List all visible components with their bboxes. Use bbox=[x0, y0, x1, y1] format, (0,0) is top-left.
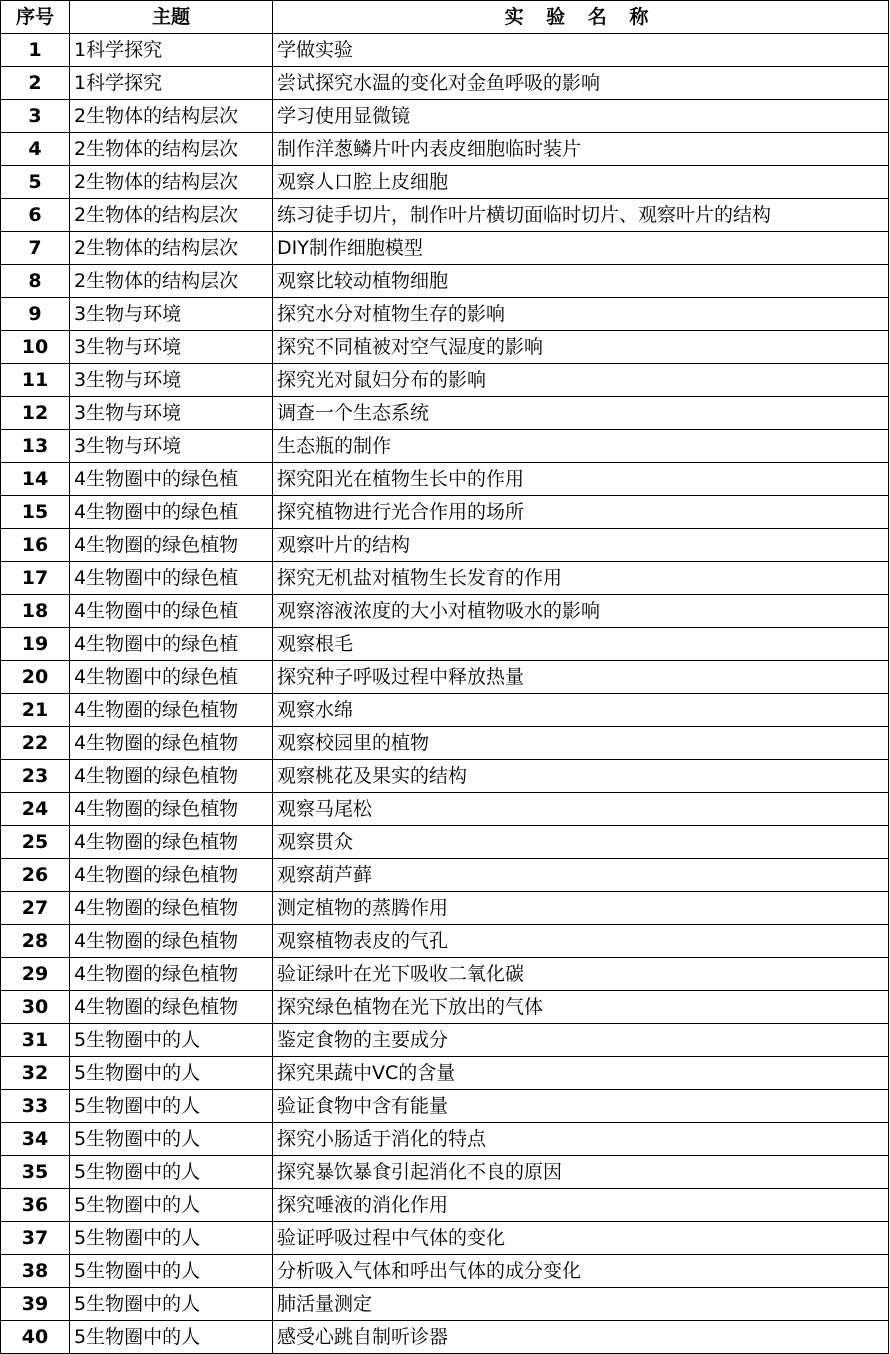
cell-name: 制作洋葱鳞片叶内表皮细胞临时装片 bbox=[273, 133, 889, 166]
cell-topic: 3生物与环境 bbox=[70, 397, 273, 430]
cell-name: 生态瓶的制作 bbox=[273, 430, 889, 463]
cell-name: 探究小肠适于消化的特点 bbox=[273, 1123, 889, 1156]
cell-no: 36 bbox=[1, 1189, 70, 1222]
cell-no: 33 bbox=[1, 1090, 70, 1123]
cell-no: 21 bbox=[1, 694, 70, 727]
cell-topic: 3生物与环境 bbox=[70, 298, 273, 331]
cell-name: 验证呼吸过程中气体的变化 bbox=[273, 1222, 889, 1255]
cell-topic: 5生物圈中的人 bbox=[70, 1057, 273, 1090]
cell-no: 40 bbox=[1, 1321, 70, 1354]
cell-name: 探究无机盐对植物生长发育的作用 bbox=[273, 562, 889, 595]
cell-topic: 2生物体的结构层次 bbox=[70, 265, 273, 298]
cell-topic: 4生物圈中的绿色植 bbox=[70, 628, 273, 661]
cell-topic: 4生物圈的绿色植物 bbox=[70, 760, 273, 793]
cell-no: 17 bbox=[1, 562, 70, 595]
cell-no: 23 bbox=[1, 760, 70, 793]
table-row bbox=[1, 1156, 889, 1189]
cell-topic: 5生物圈中的人 bbox=[70, 1288, 273, 1321]
table-row bbox=[1, 1189, 889, 1222]
cell-name: 观察水绵 bbox=[273, 694, 889, 727]
cell-topic: 4生物圈的绿色植物 bbox=[70, 991, 273, 1024]
cell-topic: 5生物圈中的人 bbox=[70, 1090, 273, 1123]
cell-no: 2 bbox=[1, 67, 70, 100]
cell-topic: 5生物圈中的人 bbox=[70, 1123, 273, 1156]
cell-name: 探究果蔬中VC的含量 bbox=[273, 1057, 889, 1090]
cell-topic: 4生物圈中的绿色植 bbox=[70, 661, 273, 694]
header-name: 实 验 名 称 bbox=[273, 1, 889, 34]
cell-topic: 5生物圈中的人 bbox=[70, 1222, 273, 1255]
cell-no: 19 bbox=[1, 628, 70, 661]
cell-no: 7 bbox=[1, 232, 70, 265]
cell-name: 学习使用显微镜 bbox=[273, 100, 889, 133]
table-row bbox=[1, 430, 889, 463]
table-row bbox=[1, 265, 889, 298]
cell-no: 9 bbox=[1, 298, 70, 331]
cell-name: 验证食物中含有能量 bbox=[273, 1090, 889, 1123]
cell-no: 1 bbox=[1, 34, 70, 67]
cell-no: 24 bbox=[1, 793, 70, 826]
cell-no: 13 bbox=[1, 430, 70, 463]
cell-topic: 1科学探究 bbox=[70, 34, 273, 67]
table-row bbox=[1, 859, 889, 892]
cell-topic: 4生物圈的绿色植物 bbox=[70, 529, 273, 562]
cell-no: 8 bbox=[1, 265, 70, 298]
cell-name: 探究绿色植物在光下放出的气体 bbox=[273, 991, 889, 1024]
cell-name: 肺活量测定 bbox=[273, 1288, 889, 1321]
cell-name: 观察人口腔上皮细胞 bbox=[273, 166, 889, 199]
table-row bbox=[1, 331, 889, 364]
header-row bbox=[1, 1, 889, 34]
table-row bbox=[1, 628, 889, 661]
table-row bbox=[1, 760, 889, 793]
cell-no: 27 bbox=[1, 892, 70, 925]
cell-no: 22 bbox=[1, 727, 70, 760]
cell-no: 12 bbox=[1, 397, 70, 430]
table-row bbox=[1, 496, 889, 529]
cell-no: 28 bbox=[1, 925, 70, 958]
cell-no: 35 bbox=[1, 1156, 70, 1189]
cell-topic: 3生物与环境 bbox=[70, 331, 273, 364]
cell-topic: 4生物圈中的绿色植 bbox=[70, 463, 273, 496]
cell-name: 观察葫芦藓 bbox=[273, 859, 889, 892]
table-row bbox=[1, 100, 889, 133]
cell-name: 观察叶片的结构 bbox=[273, 529, 889, 562]
table-row bbox=[1, 1024, 889, 1057]
cell-name: 调查一个生态系统 bbox=[273, 397, 889, 430]
cell-topic: 4生物圈的绿色植物 bbox=[70, 694, 273, 727]
cell-name: 探究不同植被对空气湿度的影响 bbox=[273, 331, 889, 364]
cell-no: 6 bbox=[1, 199, 70, 232]
header-topic: 主题 bbox=[70, 1, 273, 34]
table-row bbox=[1, 661, 889, 694]
table-row bbox=[1, 364, 889, 397]
cell-name: 探究种子呼吸过程中释放热量 bbox=[273, 661, 889, 694]
table-row bbox=[1, 166, 889, 199]
cell-topic: 3生物与环境 bbox=[70, 430, 273, 463]
cell-topic: 2生物体的结构层次 bbox=[70, 166, 273, 199]
table-row bbox=[1, 1090, 889, 1123]
table-row bbox=[1, 595, 889, 628]
cell-name: 观察桃花及果实的结构 bbox=[273, 760, 889, 793]
cell-no: 4 bbox=[1, 133, 70, 166]
table-row bbox=[1, 298, 889, 331]
cell-name: 探究阳光在植物生长中的作用 bbox=[273, 463, 889, 496]
table-row bbox=[1, 199, 889, 232]
table-row bbox=[1, 133, 889, 166]
cell-name: 验证绿叶在光下吸收二氧化碳 bbox=[273, 958, 889, 991]
cell-no: 14 bbox=[1, 463, 70, 496]
cell-topic: 4生物圈的绿色植物 bbox=[70, 925, 273, 958]
table-row bbox=[1, 1321, 889, 1354]
table-row bbox=[1, 826, 889, 859]
table-row bbox=[1, 1057, 889, 1090]
cell-name: 尝试探究水温的变化对金鱼呼吸的影响 bbox=[273, 67, 889, 100]
cell-topic: 5生物圈中的人 bbox=[70, 1189, 273, 1222]
table-row bbox=[1, 397, 889, 430]
cell-topic: 2生物体的结构层次 bbox=[70, 100, 273, 133]
cell-name: 学做实验 bbox=[273, 34, 889, 67]
cell-name: 观察溶液浓度的大小对植物吸水的影响 bbox=[273, 595, 889, 628]
cell-no: 25 bbox=[1, 826, 70, 859]
table-row bbox=[1, 562, 889, 595]
cell-no: 30 bbox=[1, 991, 70, 1024]
table-row bbox=[1, 463, 889, 496]
cell-topic: 2生物体的结构层次 bbox=[70, 133, 273, 166]
cell-topic: 5生物圈中的人 bbox=[70, 1024, 273, 1057]
table-row bbox=[1, 1288, 889, 1321]
cell-no: 37 bbox=[1, 1222, 70, 1255]
table-row bbox=[1, 793, 889, 826]
table-row bbox=[1, 1255, 889, 1288]
cell-no: 20 bbox=[1, 661, 70, 694]
cell-name: 观察根毛 bbox=[273, 628, 889, 661]
cell-no: 29 bbox=[1, 958, 70, 991]
table-row bbox=[1, 991, 889, 1024]
cell-name: 探究暴饮暴食引起消化不良的原因 bbox=[273, 1156, 889, 1189]
cell-name: DIY制作细胞模型 bbox=[273, 232, 889, 265]
cell-name: 观察植物表皮的气孔 bbox=[273, 925, 889, 958]
cell-topic: 3生物与环境 bbox=[70, 364, 273, 397]
table-row bbox=[1, 958, 889, 991]
cell-topic: 4生物圈的绿色植物 bbox=[70, 793, 273, 826]
cell-topic: 5生物圈中的人 bbox=[70, 1156, 273, 1189]
cell-topic: 1科学探究 bbox=[70, 67, 273, 100]
cell-no: 31 bbox=[1, 1024, 70, 1057]
cell-name: 测定植物的蒸腾作用 bbox=[273, 892, 889, 925]
cell-no: 3 bbox=[1, 100, 70, 133]
cell-name: 分析吸入气体和呼出气体的成分变化 bbox=[273, 1255, 889, 1288]
table-row bbox=[1, 1123, 889, 1156]
cell-topic: 4生物圈中的绿色植 bbox=[70, 595, 273, 628]
cell-topic: 4生物圈中的绿色植 bbox=[70, 562, 273, 595]
cell-no: 26 bbox=[1, 859, 70, 892]
cell-topic: 4生物圈的绿色植物 bbox=[70, 958, 273, 991]
cell-no: 11 bbox=[1, 364, 70, 397]
cell-name: 观察比较动植物细胞 bbox=[273, 265, 889, 298]
cell-no: 15 bbox=[1, 496, 70, 529]
cell-topic: 4生物圈的绿色植物 bbox=[70, 892, 273, 925]
cell-no: 10 bbox=[1, 331, 70, 364]
cell-name: 练习徒手切片，制作叶片横切面临时切片、观察叶片的结构 bbox=[273, 199, 889, 232]
table-row bbox=[1, 925, 889, 958]
cell-name: 观察校园里的植物 bbox=[273, 727, 889, 760]
cell-no: 34 bbox=[1, 1123, 70, 1156]
table-row bbox=[1, 232, 889, 265]
table-row bbox=[1, 1222, 889, 1255]
cell-no: 39 bbox=[1, 1288, 70, 1321]
cell-topic: 5生物圈中的人 bbox=[70, 1255, 273, 1288]
cell-name: 探究唾液的消化作用 bbox=[273, 1189, 889, 1222]
table-row bbox=[1, 67, 889, 100]
header-no: 序号 bbox=[1, 1, 70, 34]
table-row bbox=[1, 892, 889, 925]
cell-topic: 2生物体的结构层次 bbox=[70, 232, 273, 265]
table-row bbox=[1, 727, 889, 760]
cell-topic: 4生物圈中的绿色植 bbox=[70, 496, 273, 529]
cell-no: 38 bbox=[1, 1255, 70, 1288]
cell-name: 观察马尾松 bbox=[273, 793, 889, 826]
table-body bbox=[1, 34, 889, 1354]
cell-name: 感受心跳自制听诊器 bbox=[273, 1321, 889, 1354]
cell-topic: 5生物圈中的人 bbox=[70, 1321, 273, 1354]
cell-name: 探究水分对植物生存的影响 bbox=[273, 298, 889, 331]
cell-name: 观察贯众 bbox=[273, 826, 889, 859]
cell-no: 18 bbox=[1, 595, 70, 628]
cell-no: 5 bbox=[1, 166, 70, 199]
cell-topic: 4生物圈的绿色植物 bbox=[70, 826, 273, 859]
cell-name: 鉴定食物的主要成分 bbox=[273, 1024, 889, 1057]
cell-topic: 2生物体的结构层次 bbox=[70, 199, 273, 232]
cell-no: 32 bbox=[1, 1057, 70, 1090]
table-row bbox=[1, 694, 889, 727]
cell-topic: 4生物圈的绿色植物 bbox=[70, 727, 273, 760]
table-header bbox=[1, 1, 889, 34]
table-row bbox=[1, 34, 889, 67]
cell-name: 探究光对鼠妇分布的影响 bbox=[273, 364, 889, 397]
cell-topic: 4生物圈的绿色植物 bbox=[70, 859, 273, 892]
cell-name: 探究植物进行光合作用的场所 bbox=[273, 496, 889, 529]
cell-no: 16 bbox=[1, 529, 70, 562]
table-row bbox=[1, 529, 889, 562]
